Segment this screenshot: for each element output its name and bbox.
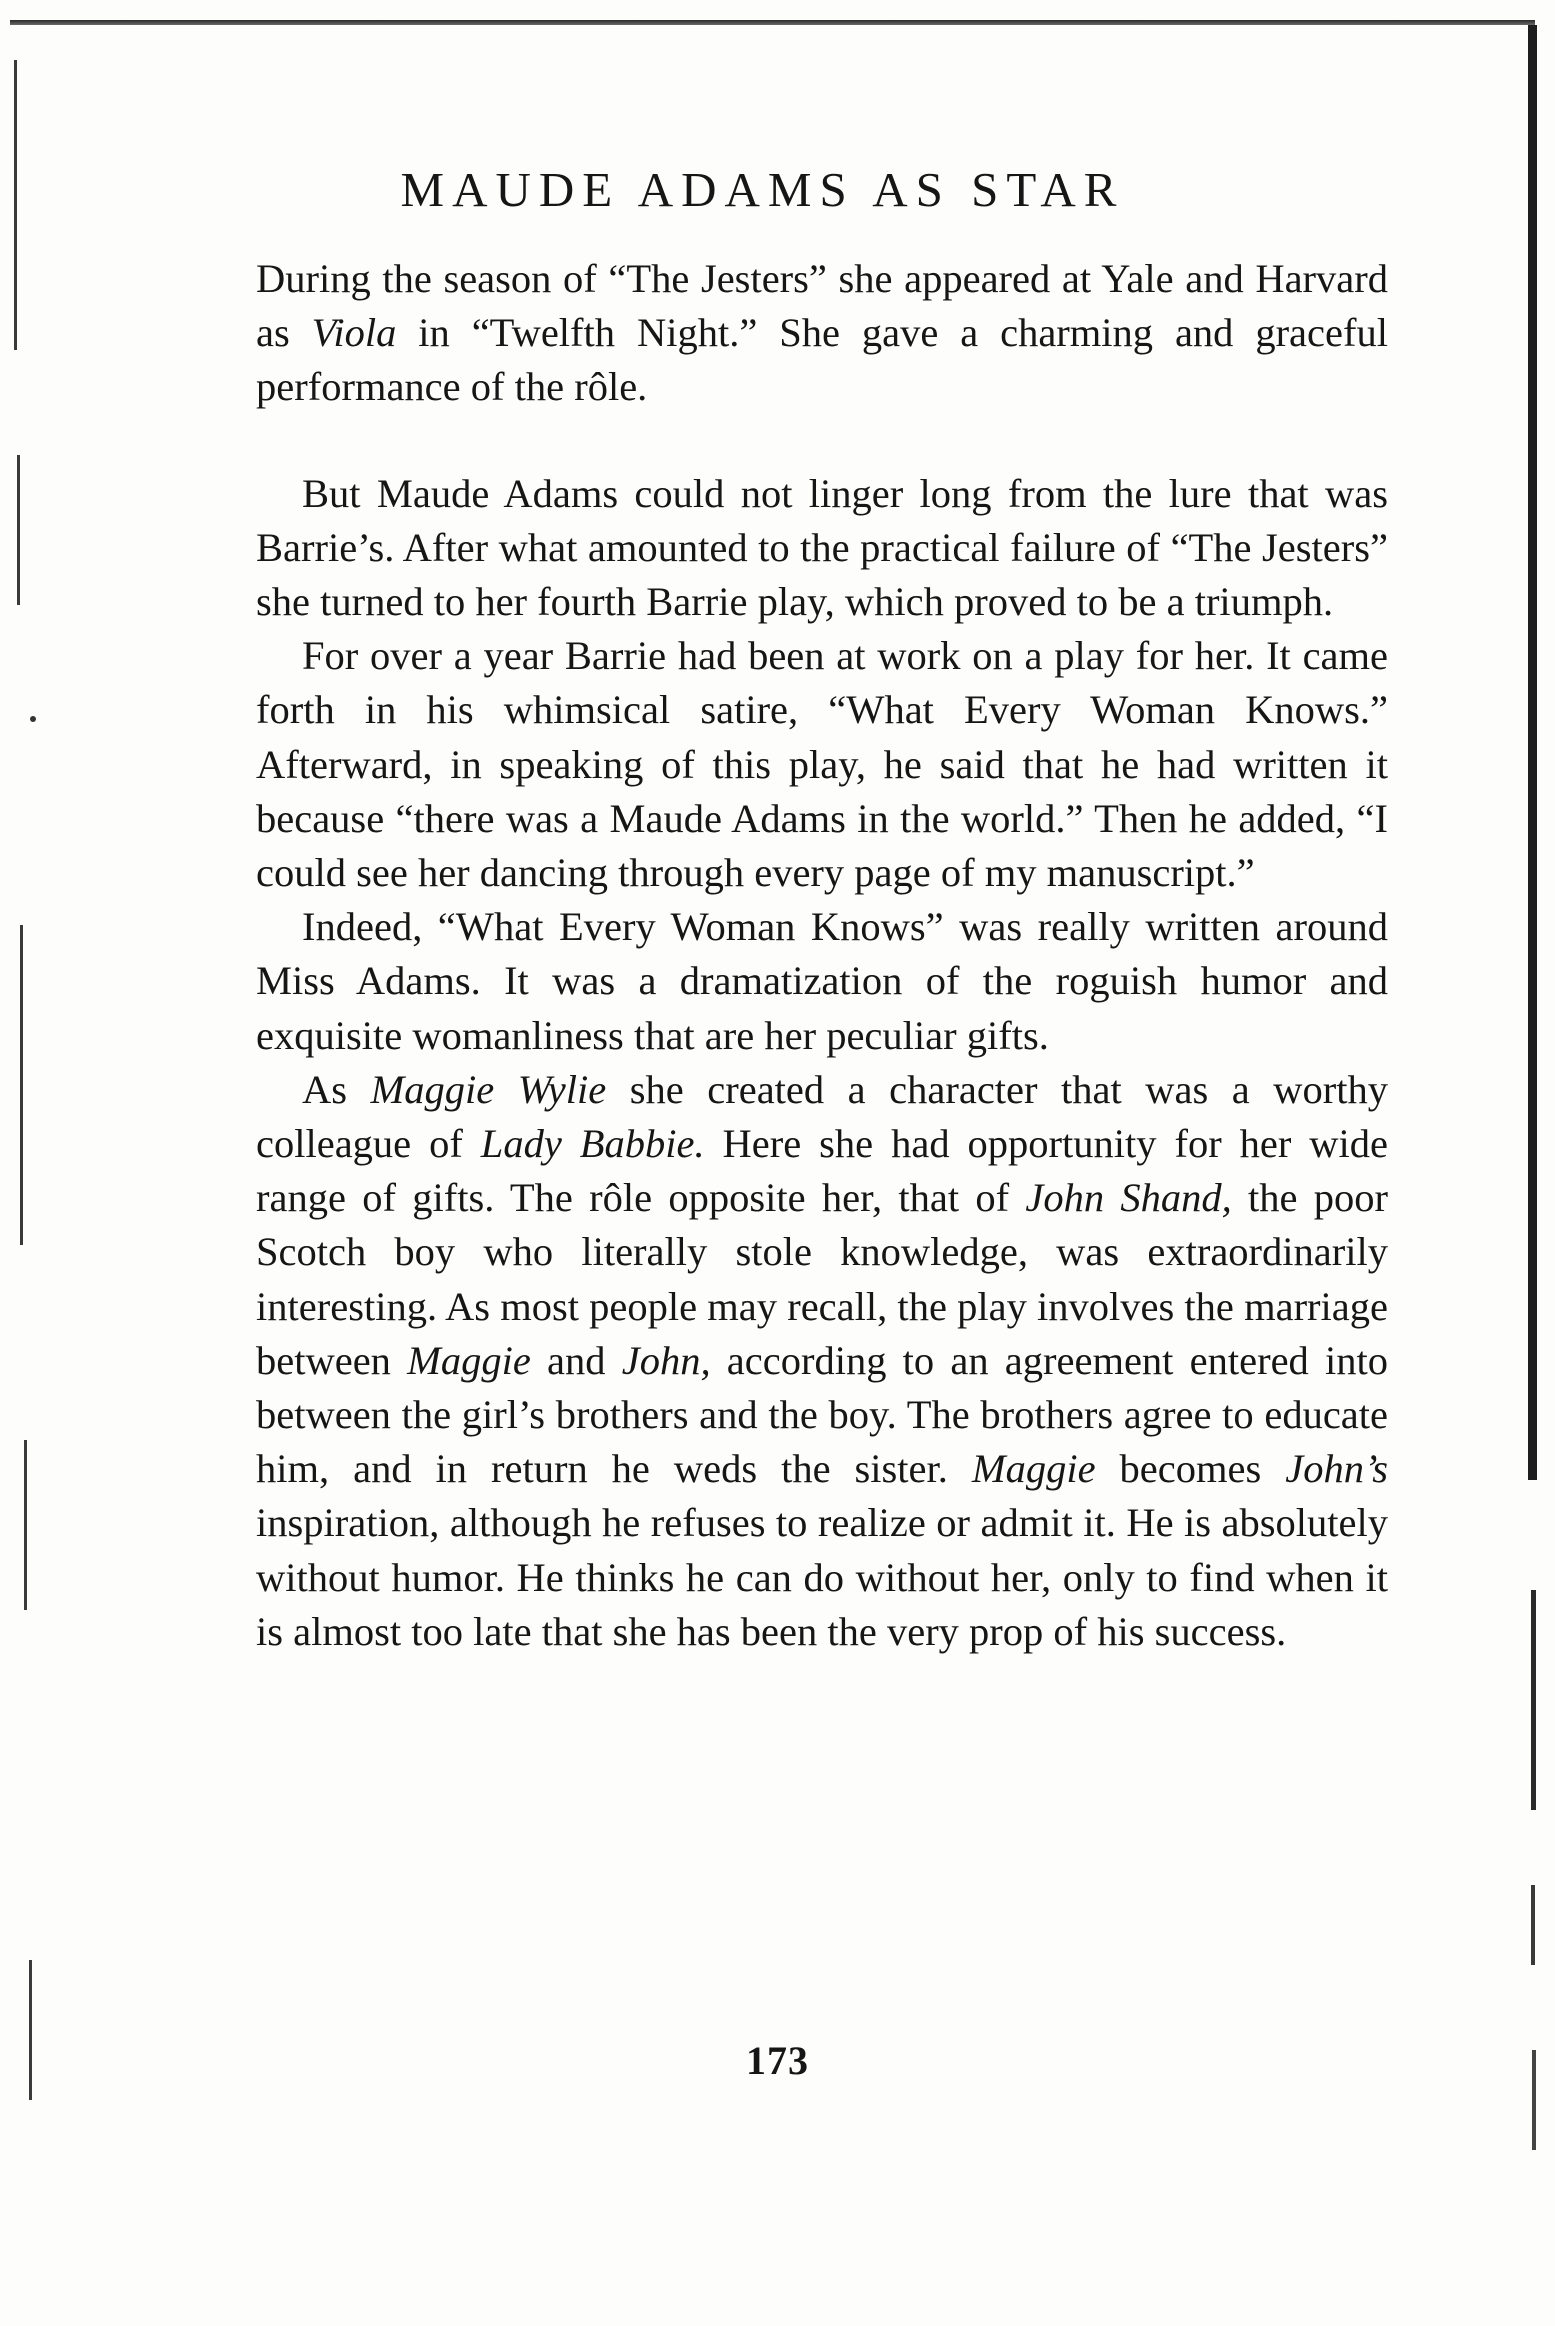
scan-speck — [30, 716, 36, 722]
italic-text-run: John Shand, — [1025, 1175, 1232, 1221]
text-run: As — [302, 1066, 371, 1112]
scan-edge-right — [1528, 25, 1537, 1480]
text-run: according to an agreement entered into between the girl’s brothers and the boy. The brothers agree to educate him, and in return he weds the sister. — [256, 1337, 1388, 1492]
text-run: During the season of “The Jesters” she appeared at Yale and Harvard as — [256, 256, 1388, 356]
italic-text-run: Maggie — [971, 1446, 1096, 1492]
text-run: Here she had opportunity for her wide range of gifts. The rôle opposite her, that of — [256, 1121, 1389, 1221]
text-run: the poor Scotch boy who literally stole knowledge, was extraordinarily interesting. As most people may recall, the play involves the marriage between — [256, 1175, 1388, 1383]
scan-edge-right-lower — [1531, 1885, 1535, 1965]
paragraph — [256, 629, 1388, 900]
italic-text-run: Viola — [311, 310, 397, 356]
italic-text-run: John’s — [1285, 1446, 1388, 1492]
scan-bleed-mark — [24, 1440, 27, 1610]
scan-edge-right-lower — [1531, 1590, 1536, 1810]
text-run: and — [530, 1337, 622, 1383]
text-run: inspiration, although he refuses to realize or admit it. He is absolutely without humor. He thinks he can do without her, only to find when it is almost too late that she has been the very prop of his success. — [256, 1500, 1388, 1654]
text-run: she created a character that was a worthy colleague of — [256, 1066, 1388, 1167]
body-text — [256, 252, 1388, 1659]
italic-text-run: John, — [621, 1337, 711, 1383]
scan-bleed-mark — [17, 455, 20, 605]
text-run: becomes — [1095, 1446, 1286, 1492]
text-run: For over a year Barrie had been at work on a play for her. It came forth in his whimsical satire, “What Every Woman Knows.” Afterward, in speaking of this play, he said that he had written it because “there was a Maude Adams in the world.” Then he added, “I could see her dancing through every page of my manuscript.” — [256, 633, 1388, 896]
italic-text-run: Maggie — [407, 1337, 531, 1383]
paragraph — [256, 1063, 1388, 1659]
paragraph — [256, 252, 1388, 415]
italic-text-run: Lady Babbie. — [480, 1121, 705, 1167]
text-run: Indeed, “What Every Woman Knows” was really written around Miss Adams. It was a dramatization of the roguish humor and exquisite womanliness that are her peculiar gifts. — [256, 904, 1388, 1058]
scan-bleed-mark — [20, 925, 23, 1245]
scan-edge-top — [10, 20, 1535, 25]
running-head: MAUDE ADAMS AS STAR — [400, 162, 1125, 217]
scan-bleed-mark — [14, 60, 17, 350]
text-run: in “Twelfth Night.” She gave a charming and graceful performance of the rôle. — [256, 310, 1388, 410]
italic-text-run: Maggie Wylie — [370, 1066, 607, 1112]
text-run: But Maude Adams could not linger long from the lure that was Barrie’s. After what amounted to the practical failure of “The Jesters” she turned to her fourth Barrie play, which proved to be a triumph. — [256, 470, 1388, 625]
page-number: 173 — [746, 2038, 809, 2083]
paragraph — [256, 467, 1388, 630]
paragraph — [256, 900, 1388, 1063]
